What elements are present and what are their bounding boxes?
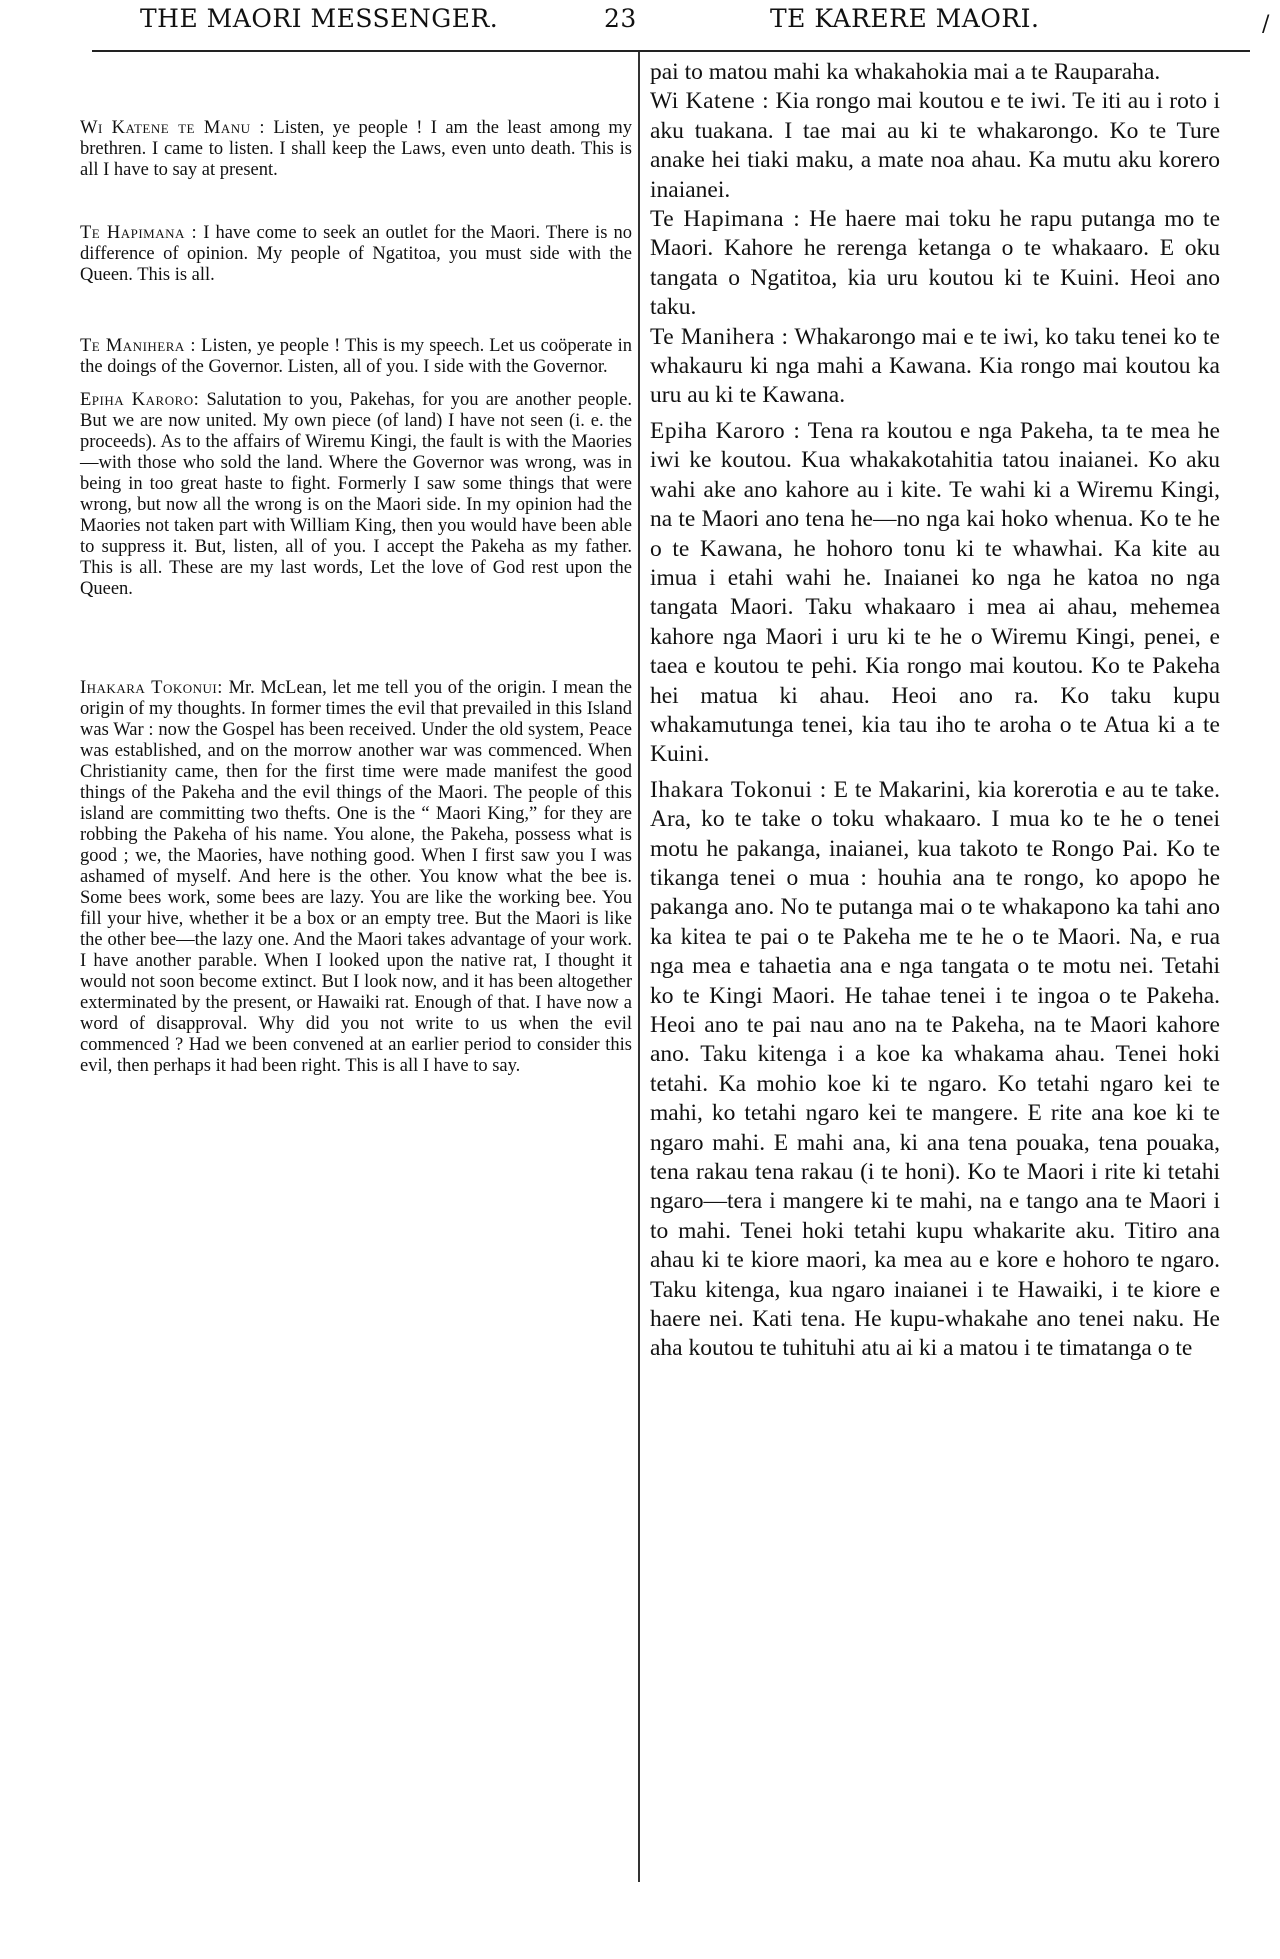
- speech-te-hapimana-mi: [650, 205, 1220, 323]
- header-rule: [92, 50, 1250, 52]
- speech-wi-katene-mi: [650, 87, 1220, 205]
- speaker-name: Epiha Karoro:: [80, 390, 200, 410]
- speaker-name: Ihakara Tokonui:: [80, 678, 223, 698]
- speech-te-hapimana-en: [80, 223, 632, 286]
- speech-text: I have come to seek an outlet for the Maori. There is no difference of opinion. My people of Ngatitoa, you must side with the Queen. This is all.: [80, 223, 632, 285]
- maori-column: [650, 58, 1220, 1364]
- speech-epiha-karoro-mi: [650, 417, 1220, 770]
- speech-text: Kia rongo mai koutou e te iwi. Te iti au i roto i aku tuakana. I tae mai au ki te whakarongo. Ko te Ture anake hei tiaki maku, a mate noa ahau. Ka mutu aku korero inaianei.: [650, 88, 1221, 203]
- speech-text: He haere mai toku he rapu putanga mo te Maori. Kahore he rerenga ketanga o te whakaaro. E oku tangata o Ngatitoa, kia uru koutou ki te Kuini. Heoi ano taku.: [650, 206, 1220, 321]
- speaker-name: Te Manihera :: [650, 323, 789, 350]
- speech-text: E te Makarini, kia korerotia e au te take. Ara, ko te take o toku whakaaro. I mua ko te he o tenei motu he pakanga, inaianei, kua takoto te Rongo Pai. Ko te tikanga tenei o mua : houhia ana te rongo, ko apopo he pakanga ano. No te putanga mai o te whakapono ka tahi ano ka kitea te pai o te Pakeha me te he o te Maori. Na, e rua nga mea e tahaetia ana e nga tangata o te motu nei. Tetahi ko te Kingi Maori. He tahae tenei i te ingoa o te Pakeha. Heoi ano te pai nau ano na te Pakeha, na te Maori kahore ano. Taku kitenga i a koe ka whakama ahau. Tenei hoki tetahi. Ka mohio koe ki te ngaro. Ko tetahi ngaro kei te mahi, ko tetahi ngaro kei te mangere. E rite ana koe ki te ngaro mahi. E mahi ana, ki ana tena pouaka, tena pouaka, tena rakau tena rakau (i te honi). Ko te Maori i rite ki tetahi ngaro—tera i mangere ki te mahi, na e tango ana te Maori i to mahi. Tenei hoki tetahi kupu whakarite aku. Titiro ana ahau ki te kiore maori, ka mea au e kore e hohoro te ngaro. Taku kitenga, kua ngaro inaianei i te Hawaiki, i te kiore e haere nei. Kati tena. He kupu-whakahe ano tenei naku. He aha koutou te tuhituhi atu ai ki a matou i te timatanga o te: [650, 776, 1220, 1362]
- speaker-name: Wi Katene :: [650, 88, 770, 115]
- speech-text: Tena ra koutou e nga Pakeha, ta te mea he iwi ke koutou. Kua whakakotahitia tatou inaianei. Ko aku wahi ake ano kahore au i kite. Te wahi ki a Wiremu Kingi, na te Maori ano tena he—no nga kai hoko whenua. Ko te he o te Kawana, he hohoro tonu ki te whawhai. Ka kite au imua i etahi wahi he. Inaianei ko nga he katoa no nga tangata Maori. Taku whakaaro i mea ai ahau, mehemea kahore nga Maori i uru ki te he o Wiremu Kingi, penei, e taea e koutou te pehi. Kia rongo mai koutou. Ko te Pakeha hei matua ki ahau. Heoi ano ra. Ko taku kupu whakamutunga tenei, kia tau iho te aroha o te Atua ki a te Kuini.: [650, 417, 1220, 768]
- speaker-name: Te Hapimana :: [650, 206, 801, 233]
- speech-text: pai to matou mahi ka whakahokia mai a te Rauparaha.: [650, 59, 1161, 85]
- speaker-name: Wi Katene te Manu :: [80, 118, 266, 138]
- speech-epiha-karoro-en: [80, 390, 632, 600]
- page-number: 23: [604, 4, 637, 33]
- speech-ihakara-tokonui-mi: [650, 776, 1220, 1364]
- speech-text: Mr. McLean, let me tell you of the origin. I mean the origin of my thoughts. In former times the evil that prevailed in this Island was War : now the Gospel has been received. Under the old system, Peace was established, and on the morrow another war was commenced. When Christianity came, then for the first time were made manifest the good things of the Pakeha and the evil things of the Maori. The people of this island are committing two thefts. One is the “ Maori King,” for they are robbing the Pakeha of his name. You alone, the Pakeha, possess what is good ; we, the Maories, have nothing good. When I first saw you I was ashamed of myself. And here is the other. You know what the bee is. Some bees work, some bees are lazy. You are like the working bee. You fill your hive, whether it be a box or an empty tree. But the Maori is like the other bee—the lazy one. And the Maori takes advantage of your work. I have another parable. When I looked upon the native rat, I thought it would not soon become extinct. But I look now, and it has been altogether exterminated by the present, or Hawaiki rat. Enough of that. I have now a word of disapproval. Why did you not write to us when the evil commenced ? Had we been convened at an earlier period to consider this evil, then perhaps it had been right. This is all I have to say.: [80, 678, 632, 1076]
- masthead-maori: TE KARERE MAORI.: [770, 4, 1040, 33]
- speech-ihakara-tokonui-en: [80, 678, 632, 1077]
- page-header: [0, 4, 1280, 38]
- speech-text: Whakarongo mai e te iwi, ko taku tenei ko te whakauru ki nga mahi a Kawana. Kia rongo mai koutou ka uru au ki te Kawana.: [650, 323, 1220, 409]
- masthead-english: THE MAORI MESSENGER.: [140, 4, 499, 33]
- continued-text-mi: [650, 58, 1220, 87]
- column-divider: [638, 52, 640, 1882]
- speaker-name: Te Hapimana :: [80, 223, 198, 243]
- speaker-name: Epiha Karoro :: [650, 417, 801, 444]
- english-column: [80, 118, 632, 1077]
- speech-text: Listen, ye people ! This is my speech. Let us coöperate in the doings of the Governor. Listen, all of you. I side with the Governor.: [80, 336, 632, 377]
- speaker-name: Ihakara Tokonui :: [650, 776, 827, 803]
- speaker-name: Te Manihera :: [80, 336, 197, 356]
- speech-wi-katene-en: [80, 118, 632, 181]
- speech-text: Salutation to you, Pakehas, for you are another people. But we are now united. My own piece (of land) I have not seen (i. e. the proceeds). As to the affairs of Wiremu Kingi, the fault is with the Maories—with those who sold the land. Where the Governor was wrong, was in being in too great haste to fight. Formerly I saw some things that were wrong, but now all the wrong is on the Maori side. In my opinion had the Maories not taken part with William King, then you would have been able to suppress it. But, listen, all of you. I accept the Pakeha as my father. This is all. These are my last words, Let the love of God rest upon the Queen.: [80, 390, 632, 599]
- speech-te-manihera-mi: [650, 323, 1220, 411]
- speech-te-manihera-en: [80, 336, 632, 378]
- margin-mark: /: [1262, 12, 1270, 37]
- speech-text: Listen, ye people ! I am the least among my brethren. I came to listen. I shall keep the Laws, even unto death. This is all I have to say at present.: [80, 118, 632, 180]
